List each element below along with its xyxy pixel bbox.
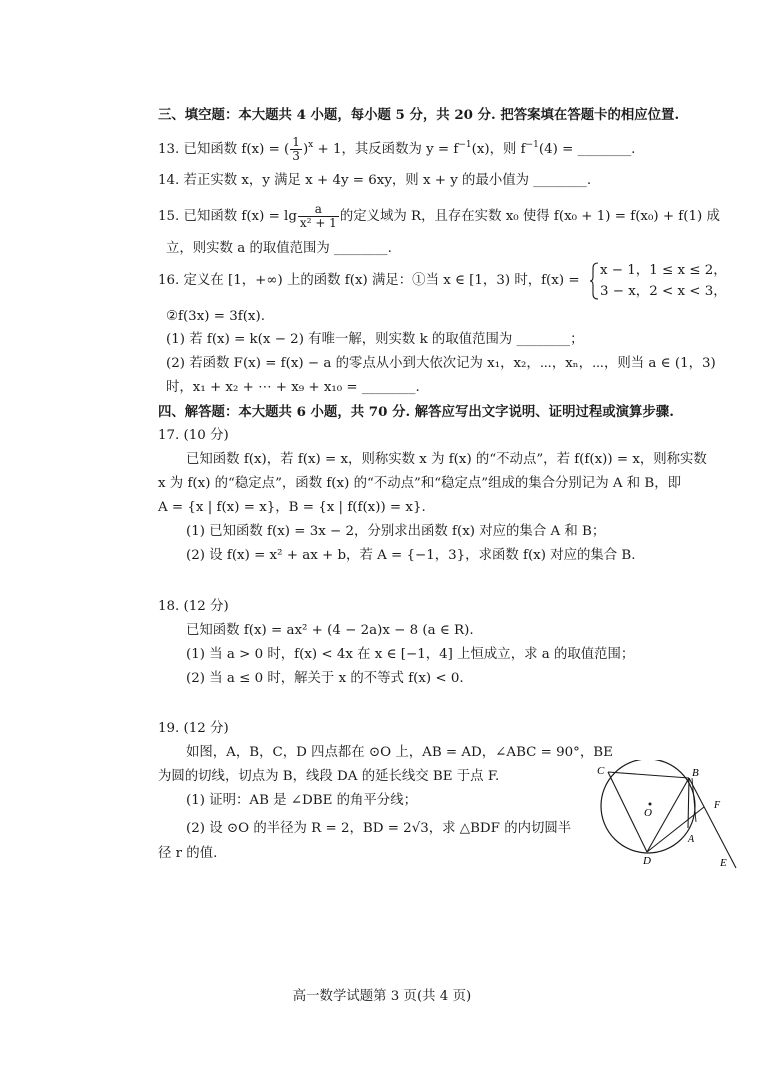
q18-line2: (1) 当 a > 0 时，f(x) < 4x 在 x ∈ [−1，4] 上恒成立，求 a 的取值范围； xyxy=(186,647,635,662)
q15-post: 的定义域为 R，且存在实数 x₀ 使得 f(x₀ + 1) = f(x₀) + f(1) 成 xyxy=(339,209,720,224)
label-d: D xyxy=(643,855,651,867)
piecewise-brace xyxy=(590,262,600,300)
q16-line5: 时，x₁ + x₂ + ⋯ + x₉ + x₁₀ = ________. xyxy=(166,380,420,395)
label-e: E xyxy=(720,857,727,869)
q13-mid: ) xyxy=(302,142,309,157)
circle-geometry-figure xyxy=(592,760,742,872)
label-f: F xyxy=(714,800,721,811)
q13-end: (4) = ________. xyxy=(538,142,636,157)
q19-line5: 径 r 的值. xyxy=(158,846,218,861)
q17-head: 17. (10 分) xyxy=(158,428,229,443)
label-o: O xyxy=(644,807,652,819)
q15-frac-den: x² + 1 xyxy=(299,216,337,230)
q16-case2: 3 − x，2 < x < 3， xyxy=(600,284,727,299)
tangent-be xyxy=(689,778,736,868)
segment-ba xyxy=(688,778,689,828)
q13-fraction xyxy=(290,136,302,163)
section4-heading: 四、解答题：本大题共 6 小题，共 70 分. 解答应写出文字说明、证明过程或演算步骤. xyxy=(158,404,674,420)
q17-line5: (2) 设 f(x) = x² + ax + b，若 A = {−1，3}，求函数 f(x) 对应的集合 B. xyxy=(186,548,636,563)
q13-frac-num: 1 xyxy=(292,135,300,149)
q17-line2: x 为 f(x) 的“稳定点”，函数 f(x) 的“不动点”和“稳定点”组成的集合分别记为 A 和 B，即 xyxy=(158,476,682,491)
q19-line4: (2) 设 ⊙O 的半径为 R = 2，BD = 2√3，求 △BDF 的内切圆半 xyxy=(186,821,572,836)
q16-line1: 16. 定义在 [1，+∞) 上的函数 f(x) 满足：①当 x ∈ [1，3) 时，f(x) = xyxy=(158,273,580,288)
center-dot xyxy=(649,803,652,806)
q13-frac-den: 3 xyxy=(292,149,300,163)
segment-bd xyxy=(647,778,689,852)
q19-line3: (1) 证明：AB 是 ∠DBE 的角平分线； xyxy=(186,793,417,808)
q18-head: 18. (12 分) xyxy=(158,599,229,614)
q14-line: 14. 若正实数 x，y 满足 x + 4y = 6xy，则 x + y 的最小值为 ________. xyxy=(158,173,592,188)
segment-cb xyxy=(608,772,689,778)
q18-line3: (2) 当 a ≤ 0 时，解关于 x 的不等式 f(x) < 0. xyxy=(186,671,464,686)
q19-head: 19. (12 分) xyxy=(158,721,229,736)
q15-pre: 15. 已知函数 f(x) = lg xyxy=(158,209,297,224)
q15-fraction xyxy=(298,203,339,230)
label-a: A xyxy=(688,834,695,845)
q13-tail: (x)，则 f xyxy=(471,142,526,157)
q13-pre: 13. 已知函数 f(x) = ( xyxy=(158,142,290,157)
segment-cd xyxy=(608,772,647,852)
q15-line1 xyxy=(158,203,720,230)
q16-case1: x − 1，1 ≤ x ≤ 2， xyxy=(600,263,727,278)
q16-line4: (2) 若函数 F(x) = f(x) − a 的零点从小到大依次记为 x₁，x₂，⋯，xₙ，⋯，则当 a ∈ (1，3) xyxy=(166,356,716,371)
q15-frac-num: a xyxy=(298,203,339,217)
q13-post: + 1，其反函数为 y = f xyxy=(313,142,459,157)
q17-line4: (1) 已知函数 f(x) = 3x − 2，分别求出函数 f(x) 对应的集合 A 和 B； xyxy=(186,524,606,539)
q17-line3: A = {x | f(x) = x}，B = {x | f(f(x)) = x}. xyxy=(158,500,426,515)
page-footer: 高一数学试题第 3 页(共 4 页) xyxy=(292,989,472,1004)
q13-line xyxy=(158,136,635,163)
q13-inv: −1 xyxy=(458,140,472,150)
q13-exp: x xyxy=(308,140,314,150)
q16-line2: ②f(3x) = 3f(x). xyxy=(166,309,265,324)
q16-line3: (1) 若 f(x) = k(x − 2) 有唯一解，则实数 k 的取值范围为 ________； xyxy=(166,332,584,347)
label-c: C xyxy=(597,765,605,777)
q17-line1: 已知函数 f(x)，若 f(x) = x，则称实数 x 为 f(x) 的“不动点”，若 f(f(x)) = x，则称实数 xyxy=(186,452,707,467)
section3-heading: 三、填空题：本大题共 4 小题，每小题 5 分，共 20 分. 把答案填在答题卡的相应位置. xyxy=(158,107,680,123)
label-b: B xyxy=(692,767,699,779)
q19-line1: 如图，A，B，C，D 四点都在 ⊙O 上，AB = AD，∠ABC = 90°，BE xyxy=(186,745,613,760)
q18-line1: 已知函数 f(x) = ax² + (4 − 2a)x − 8 (a ∈ R). xyxy=(186,623,474,638)
q15-line2: 立，则实数 a 的取值范围为 ________. xyxy=(166,241,392,256)
q13-inv-2: −1 xyxy=(525,140,539,150)
q19-line2: 为圆的切线，切点为 B，线段 DA 的延长线交 BE 于点 F. xyxy=(158,769,500,784)
